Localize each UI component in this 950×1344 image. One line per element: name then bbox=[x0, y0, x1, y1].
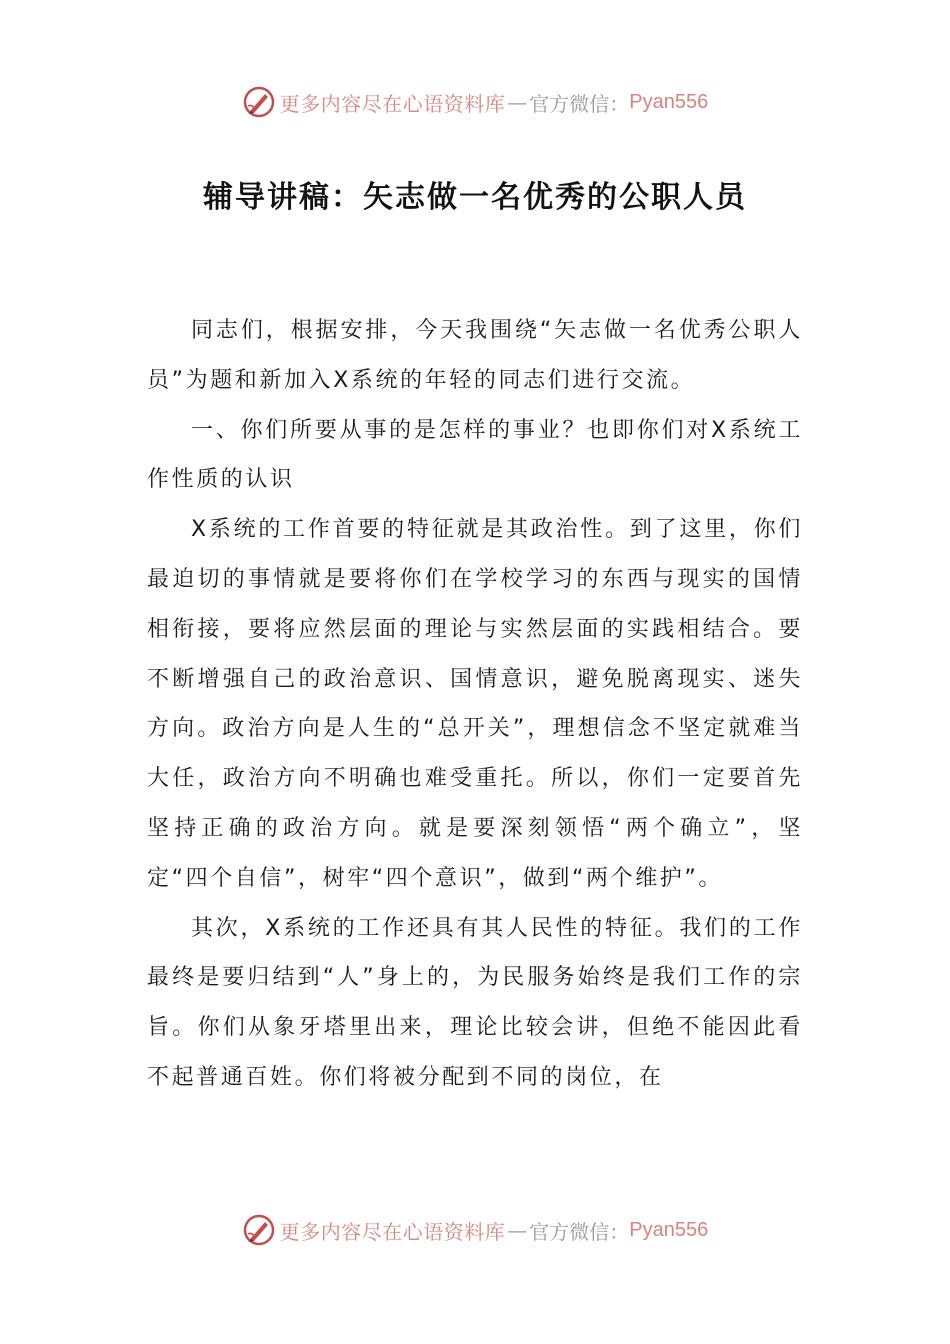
banner-separator: — bbox=[507, 1218, 528, 1242]
banner-wechat-id: Pyan556 bbox=[629, 1218, 709, 1241]
paragraph-section-heading: 一、你们所要从事的是怎样的事业？也即你们对X系统工作性质的认识 bbox=[147, 417, 803, 493]
paragraph-people-nature: 其次，X系统的工作还具有其人民性的特征。我们的工作最终是要归结到“人”身上的，为民服务始终是我们工作的宗旨。你们从象牙塔里出来，理论比较会讲，但绝不能因此看不起普通百姓。你们将被分配到不同的岗位，在 bbox=[147, 915, 803, 1090]
document-title: 辅导讲稿：矢志做一名优秀的公职人员 bbox=[203, 180, 747, 215]
banner-text: 更多内容尽在心语资料库 bbox=[279, 1219, 506, 1244]
banner-wechat-id: Pyan556 bbox=[629, 90, 709, 113]
paragraph-intro: 同志们，根据安排，今天我围绕“矢志做一名优秀公职人员”为题和新加入X系统的年轻的同志们进行交流。 bbox=[147, 318, 803, 393]
banner-text: 更多内容尽在心语资料库 bbox=[279, 91, 506, 116]
banner-label: 官方微信： bbox=[529, 1219, 630, 1244]
pen-seal-logo-icon bbox=[242, 85, 276, 119]
header-banner bbox=[0, 82, 950, 122]
footer-banner bbox=[0, 1210, 950, 1250]
banner-separator: — bbox=[507, 90, 528, 114]
document-body bbox=[147, 306, 803, 1103]
pen-seal-logo-icon bbox=[242, 1213, 276, 1247]
paragraph-political-nature: X系统的工作首要的特征就是其政治性。到了这里，你们最迫切的事情就是要将你们在学校学习的东西与现实的国情相衔接，要将应然层面的理论与实然层面的实践相结合。要不断增强自己的政治意识、国情意识，避免脱离现实、迷失方向。政治方向是人生的“总开关”，理想信念不坚定就难当大任，政治方向不明确也难受重托。所以，你们一定要首先坚持正确的政治方向。就是要深刻领悟“两个确立”，坚定“四个自信”，树牢“四个意识”，做到“两个维护”。 bbox=[147, 517, 803, 891]
banner-label: 官方微信： bbox=[529, 91, 630, 116]
